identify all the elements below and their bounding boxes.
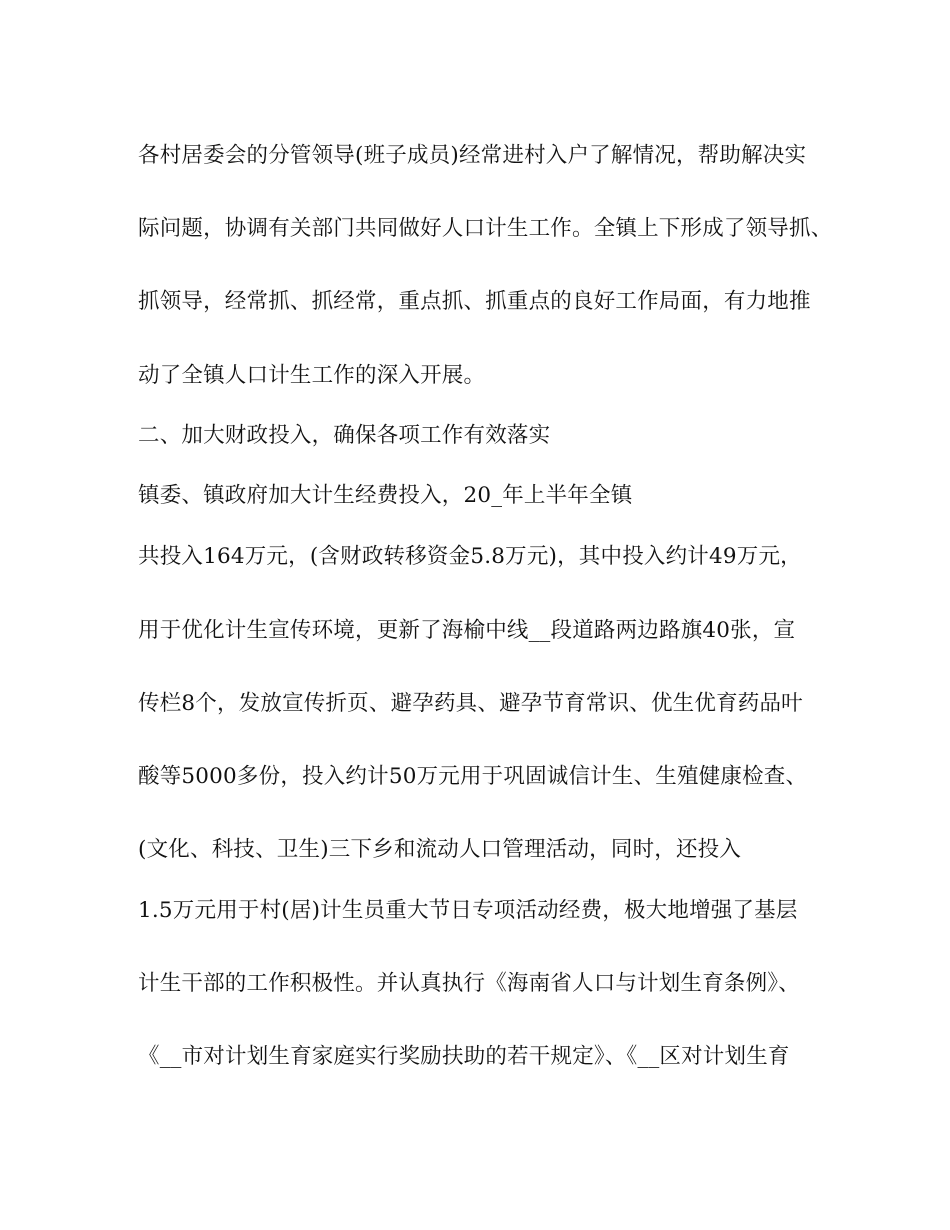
text-line: 各村居委会的分管领导(班子成员)经常进村入户了解情况，帮助解决实 bbox=[138, 143, 807, 168]
text-line: 动了全镇人口计生工作的深入开展。 bbox=[138, 363, 486, 388]
text-line: 镇委、镇政府加大计生经费投入，20_年上半年全镇 bbox=[138, 483, 633, 508]
text-line: 抓领导，经常抓、抓经常，重点抓、抓重点的良好工作局面，有力地推 bbox=[138, 289, 811, 314]
text-line: 酸等5000多份，投入约计50万元用于巩固诚信计生、生殖健康检查、 bbox=[138, 764, 808, 789]
text-line: 1.5万元用于村(居)计生员重大节日专项活动经费，极大地增强了基层 bbox=[138, 898, 798, 923]
text-line: 《__市对计划生育家庭实行奖励扶助的若干规定》、《__区对计划生育 bbox=[138, 1044, 790, 1069]
text-line: 共投入164万元，(含财政转移资金5.8万元)，其中投入约计49万元， bbox=[138, 544, 802, 569]
text-line: (文化、科技、卫生)三下乡和流动人口管理活动，同时，还投入 bbox=[138, 837, 742, 862]
section-heading: 二、加大财政投入，确保各项工作有效落实 bbox=[138, 423, 551, 448]
text-line: 际问题，协调有关部门共同做好人口计生工作。全镇上下形成了领导抓、 bbox=[138, 216, 833, 241]
text-line: 计生干部的工作积极性。并认真执行《海南省人口与计划生育条例》、 bbox=[138, 971, 800, 996]
text-line: 用于优化计生宣传环境，更新了海榆中线__段道路两边路旗40张，宣 bbox=[138, 618, 796, 643]
text-line: 传栏8个，发放宣传折页、避孕药具、避孕节育常识、优生优育药品叶 bbox=[138, 691, 803, 716]
